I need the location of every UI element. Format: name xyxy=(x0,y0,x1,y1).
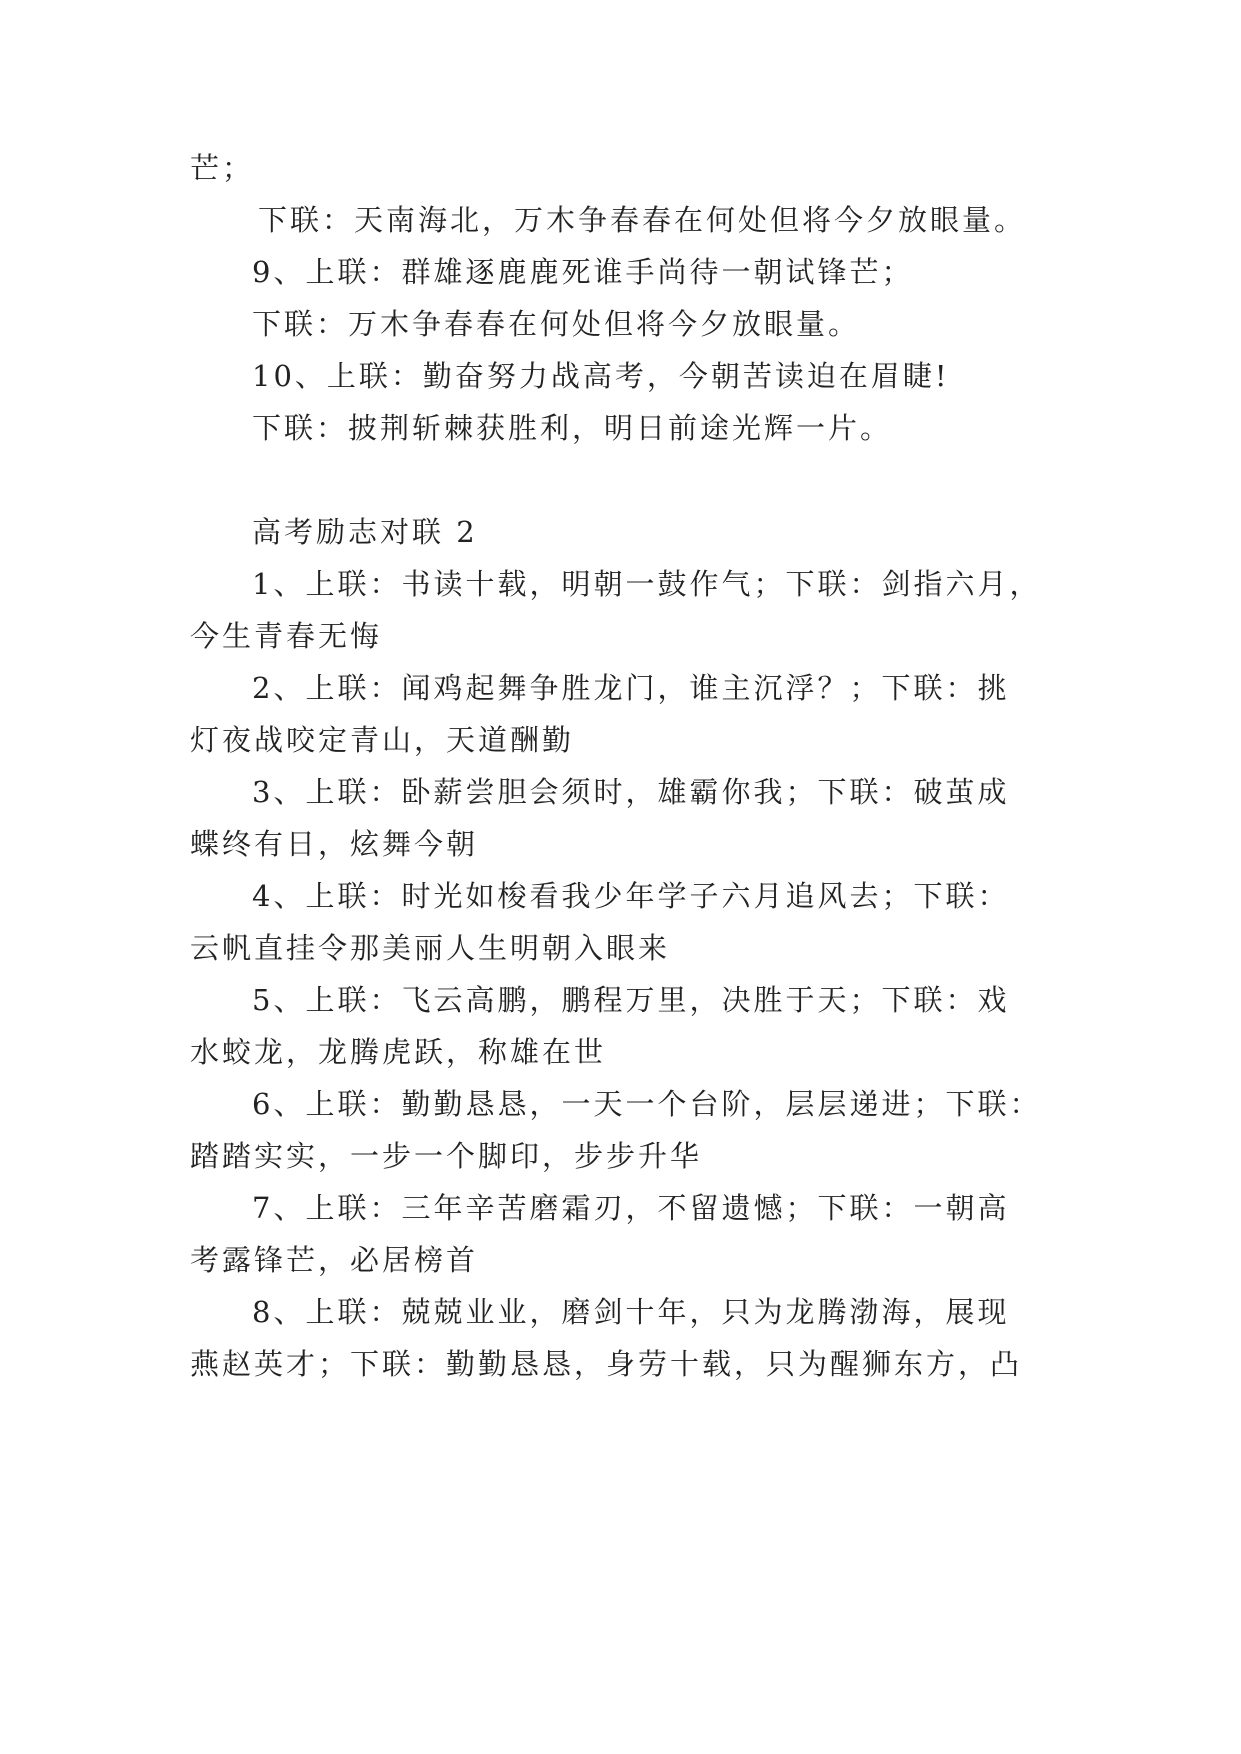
text-line: 今生青春无悔 xyxy=(190,619,383,653)
text-line: 6、上联：勤勤恳恳，一天一个台阶，层层递进；下联： xyxy=(252,1087,1042,1121)
text-line: 踏踏实实，一步一个脚印，步步升华 xyxy=(190,1139,703,1173)
text-line: 1、上联：书读十载，明朝一鼓作气；下联：剑指六月， xyxy=(252,567,1042,601)
text-line: 下联：万木争春春在何处但将今夕放眼量。 xyxy=(252,307,861,341)
text-line: 10、上联：勤奋努力战高考，今朝苦读迫在眉睫! xyxy=(252,359,950,393)
text-line: 灯夜战咬定青山，天道酬勤 xyxy=(190,723,575,757)
text-line: 下联：天南海北，万木争春春在何处但将今夕放眼量。 xyxy=(258,203,1027,237)
text-line: 考露锋芒，必居榜首 xyxy=(190,1243,479,1277)
text-line: 5、上联：飞云高鹏，鹏程万里，决胜于天；下联：戏 xyxy=(252,983,1010,1017)
text-line: 蝶终有日，炫舞今朝 xyxy=(190,827,479,861)
text-line: 水蛟龙，龙腾虎跃，称雄在世 xyxy=(190,1035,607,1069)
text-line: 燕赵英才；下联：勤勤恳恳，身劳十载，只为醒狮东方，凸 xyxy=(190,1347,1023,1381)
text-line: 4、上联：时光如梭看我少年学子六月追风去；下联： xyxy=(252,879,1010,913)
text-line: 7、上联：三年辛苦磨霜刃，不留遗憾；下联：一朝高 xyxy=(252,1191,1010,1225)
text-line: 3、上联：卧薪尝胆会须时，雄霸你我；下联：破茧成 xyxy=(252,775,1010,809)
text-line: 2、上联：闻鸡起舞争胜龙门，谁主沉浮？；下联：挑 xyxy=(252,671,1010,705)
text-line: 下联：披荆斩棘获胜利，明日前途光辉一片。 xyxy=(252,411,893,445)
text-line: 云帆直挂令那美丽人生明朝入眼来 xyxy=(190,931,671,965)
section-heading: 高考励志对联 2 xyxy=(252,515,478,549)
text-line: 芒； xyxy=(190,151,255,185)
text-line: 9、上联：群雄逐鹿鹿死谁手尚待一朝试锋芒； xyxy=(252,255,914,289)
text-line: 8、上联：兢兢业业，磨剑十年，只为龙腾渤海，展现 xyxy=(252,1295,1010,1329)
